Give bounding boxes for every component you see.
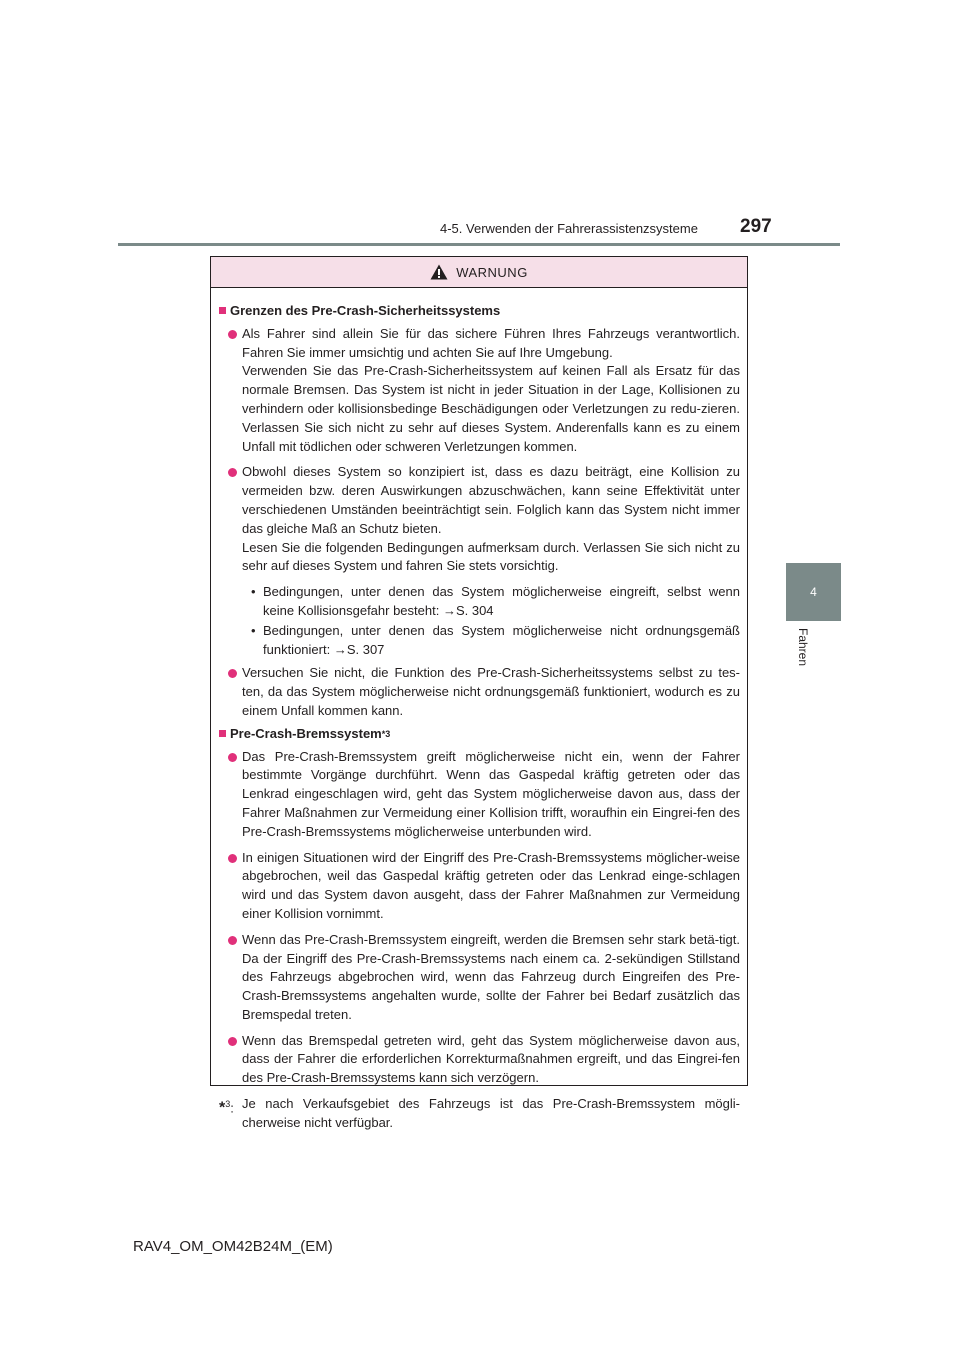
paragraph: Verwenden Sie das Pre-Crash-Sicherheitssystem auf keinen Fall als Ersatz für das normale Bremsen. Das System ist nicht in jeder Situation in der Lage, Kollisionen zu verhindern oder kollisionsbedinge Beschädigungen oder Verletzungen zu redu-zieren. Verlassen Sie sich nicht zu sehr auf dieses System. Anderenfalls kann es zu einem Unfall mit tödlichen oder schweren Verletzungen kommen. [242,363,740,454]
footnote-text: Je nach Verkaufsgebiet des Fahrzeugs ist das Pre-Crash-Bremssystem mögli-cherweise nicht verfügbar. [242,1096,740,1130]
warning-content [211,288,747,1133]
circle-bullet-icon [228,468,237,477]
paragraph: Obwohl dieses System so konzipiert ist, dass es dazu beiträgt, eine Kollision zu vermeiden bzw. deren Auswirkungen abzuschwächen, kann seine Effektivität unter verschiedenen Umständen beeinträchtigt sein. Folglich kann das System nicht immer das gleiche Maß an Schutz bieten. [242,464,740,536]
chapter-label: Fahren [796,628,810,667]
warning-triangle-icon [430,264,448,280]
circle-bullet-icon [228,854,237,863]
list-item [219,664,740,720]
circle-bullet-icon [228,1037,237,1046]
header-divider [118,243,840,246]
dot-bullet-icon: • [251,622,256,638]
dot-bullet-icon: • [251,584,256,600]
footnote-mark: *3 [381,728,391,739]
paragraph: Versuchen Sie nicht, die Funktion des Pre-Crash-Sicherheitssystems selbst zu tes-ten, da das System möglicherweise nicht ordnungsgemäß funktioniert, wodurch es zu einem Unfall kommen kann. [242,665,740,718]
circle-bullet-icon [228,669,237,678]
sub-list-item: • Bedingungen, unter denen das System möglicherweise eingreift, selbst wenn keine Kollisionsgefahr besteht: →S. 304 [251,584,740,618]
list-item [219,931,740,1025]
list-item [219,748,740,842]
list-item [219,325,740,457]
paragraph: Lesen Sie die folgenden Bedingungen aufmerksam durch. Verlassen Sie sich nicht zu sehr auf dieses System und fahren Sie stets vorsichtig. [242,539,740,574]
page-number: 297 [740,216,772,237]
paragraph: Wenn das Bremspedal getreten wird, geht das System möglicherweise davon aus, dass der Fahrer die erforderlichen Korrekturmaßnahmen ergreift, und das Eingrei-fen des Pre-Crash-Bremssystems kann sich verzögern. [242,1032,740,1086]
chapter-tab [786,563,841,621]
section-title-pre-crash-brake: Pre-Crash-Bremssystem *3 [219,725,740,744]
section-title-limits: Grenzen des Pre-Crash-Sicherheitssystems [219,302,740,321]
warning-box [210,256,748,1130]
circle-bullet-icon [228,753,237,762]
footnote [219,1095,740,1133]
circle-bullet-icon [228,936,237,945]
warning-header [211,257,747,288]
model-code: RAV4_OM_OM42B24M_(EM) [133,1238,333,1255]
warning-title: WARNUNG [456,264,528,280]
list-item [219,1032,740,1088]
circle-bullet-icon [228,330,237,339]
list-item [219,463,740,576]
square-bullet-icon [219,730,226,737]
paragraph: Als Fahrer sind allein Sie für das sichere Führen Ihres Fahrzeugs verantwortlich. Fahren Sie immer umsichtig und achten Sie auf Ihre Umgebung. [242,325,740,360]
footnote-marker: *$^3$: [219,1099,234,1117]
chapter-number: 4 [810,585,817,599]
paragraph: In einigen Situationen wird der Eingriff des Pre-Crash-Bremssystems möglicher-weise abgebrochen, weil das Gaspedal kräftig getreten oder das Lenkrad einge-schlagen wird und das System davon ausgeht, dass der Fahrer Maßnahmen zur Vermeidung einer Kollision vornimmt. [242,849,740,921]
section-heading: 4-5. Verwenden der Fahrerassistenzsysteme [440,221,698,236]
paragraph: Das Pre-Crash-Bremssystem greift möglicherweise nicht ein, wenn der Fahrer bestimmte Vorgänge durchführt. Wenn das Gaspedal kräftig getreten oder das Lenkrad eingeschlagen wird, geht das System möglicherweise davon aus, dass der Fahrer Maßnahmen zur Vermeidung einer Kollision trifft, woraufhin ein Eingrei-fen des Pre-Crash-Bremssystems möglicherweise unterbunden wird. [242,748,740,839]
square-bullet-icon [219,307,226,314]
list-item [219,849,740,924]
sub-list-item: • Bedingungen, unter denen das System möglicherweise nicht ordnungsgemäß funktioniert: →S. 307 [251,622,740,657]
paragraph: Wenn das Pre-Crash-Bremssystem eingreift, werden die Bremsen sehr stark betä-tigt. Da der Eingriff des Pre-Crash-Bremssystems nach einem ca. 2-sekündigen Stillstand des Fahrzeugs abgebrochen wird, wenn das Fahrzeug durch Eingreifen des Pre-Crash-Bremssystems angehalten wurde, sollte der Fahrer bei Bedarf zusätzlich das Bremspedal treten. [242,931,740,1022]
